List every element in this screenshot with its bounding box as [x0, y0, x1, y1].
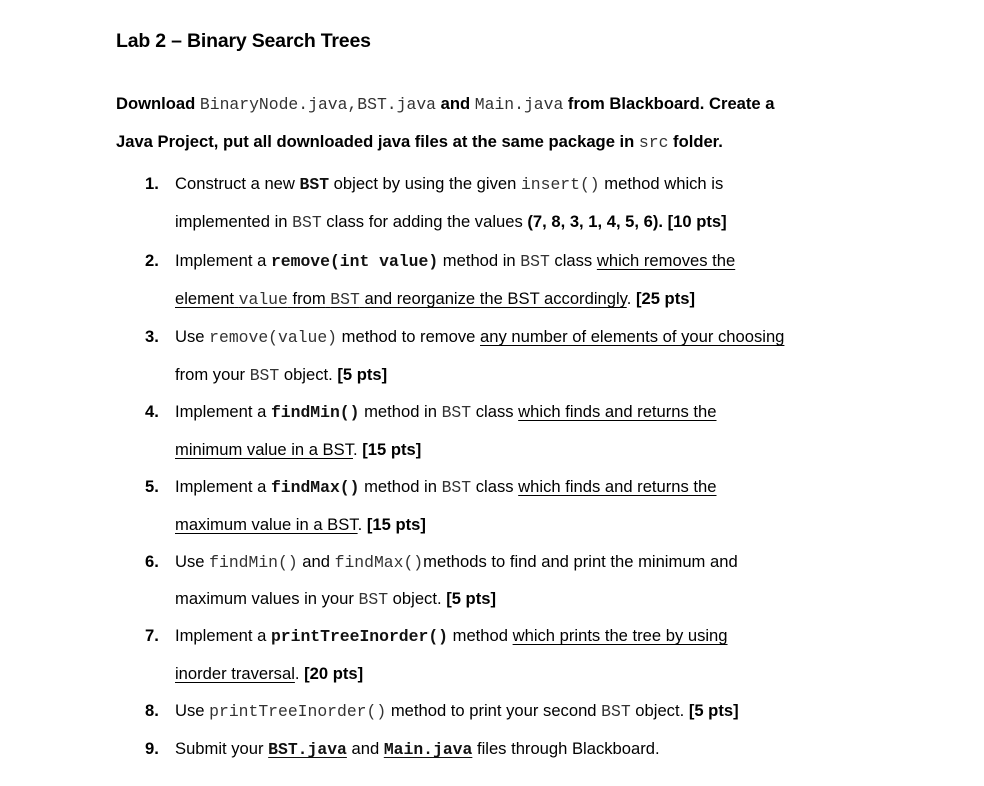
task-3-line-1 [175, 325, 784, 350]
task-2-line-1 [175, 249, 735, 274]
task-6-number: 6. [145, 552, 159, 571]
underlined-text: which finds and returns the [518, 477, 717, 496]
points-badge: [20 pts] [304, 664, 364, 683]
points-badge: [5 pts] [446, 589, 496, 608]
text: . [294, 664, 300, 683]
text: files through Blackboard. [476, 739, 660, 758]
code-bst: BST [441, 478, 472, 497]
text: method in [364, 402, 437, 421]
text: method in [364, 477, 437, 496]
task-4-line-1 [175, 400, 717, 425]
code-remove-call: remove(value) [209, 328, 338, 347]
points-badge: [10 pts] [667, 212, 727, 231]
code-bst: BST [358, 590, 389, 609]
intro-folder: folder. [673, 132, 723, 151]
src-folder-name: src [638, 133, 669, 152]
task-7-line-2 [175, 662, 363, 686]
text: object. [283, 365, 333, 384]
text: Use [175, 552, 205, 571]
text: from your [175, 365, 246, 384]
task-1-number: 1. [145, 174, 159, 193]
code-bst: BST [601, 702, 631, 721]
code-bst: BST [330, 290, 360, 309]
text: Submit your [175, 739, 264, 758]
text: Implement a [175, 251, 267, 270]
task-5-line-2 [175, 513, 426, 537]
file-main: Main.java [474, 95, 564, 114]
text: method to print your second [390, 701, 597, 720]
text: methods to find and print the minimum and [423, 552, 738, 571]
values-list: (7, 8, 3, 1, 4, 5, 6). [527, 212, 663, 231]
task-4-line-2 [175, 438, 421, 462]
points-badge: [15 pts] [366, 515, 426, 534]
code-bst-java: BST.java [268, 740, 347, 759]
text: Implement a [175, 402, 267, 421]
text: and [302, 552, 330, 571]
code-bst: BST [299, 175, 330, 194]
underlined-text: maximum value in a BST [175, 515, 358, 534]
code-printtreeinorder: printTreeInorder() [209, 702, 387, 721]
intro-download: Download [116, 94, 196, 113]
task-9-line-1 [175, 737, 660, 762]
page-title: Lab 2 – Binary Search Trees [116, 30, 371, 52]
task-9-number: 9. [145, 739, 159, 758]
code-value: value [238, 290, 288, 309]
code-bst: BST [520, 252, 550, 271]
underlined-text: minimum value in a BST [175, 440, 353, 459]
points-badge: [5 pts] [688, 701, 739, 720]
task-6-line-2 [175, 587, 496, 612]
text: Construct a new [175, 174, 295, 193]
text: from [292, 289, 326, 308]
task-3-number: 3. [145, 327, 159, 346]
text: object by using the given [333, 174, 517, 193]
text: class [475, 402, 514, 421]
points-badge: [5 pts] [337, 365, 388, 384]
text: . [626, 289, 632, 308]
task-1-line-1 [175, 172, 723, 197]
task-1-line-2 [175, 210, 727, 235]
code-main-java: Main.java [383, 740, 473, 759]
text: and reorganize the BST accordingly [364, 289, 627, 308]
text: method which is [604, 174, 724, 193]
code-printtreeinorder: printTreeInorder() [270, 627, 448, 646]
points-badge: [15 pts] [362, 440, 422, 459]
text: . [353, 440, 358, 459]
text: method to remove [341, 327, 476, 346]
text: class [554, 251, 593, 270]
text: Implement a [175, 477, 267, 496]
intro-and: and [440, 94, 471, 113]
underlined-text: inorder traversal [175, 664, 295, 683]
underlined-phrase [175, 289, 627, 308]
file-binarynode: BinaryNode.java, [199, 95, 358, 114]
code-findmax: findMax() [334, 553, 424, 572]
code-findmin: findMin() [209, 553, 298, 572]
file-bst: BST.java [357, 95, 436, 114]
intro-line-1 [116, 92, 775, 117]
text: and [351, 739, 380, 758]
task-6-line-1 [175, 550, 738, 575]
text: object. [635, 701, 685, 720]
text: method [452, 626, 508, 645]
intro-line-2 [116, 130, 723, 155]
task-5-number: 5. [145, 477, 159, 496]
text: method in [442, 251, 516, 270]
task-4-number: 4. [145, 402, 159, 421]
text: Implement a [175, 626, 267, 645]
task-7-line-1 [175, 624, 728, 649]
code-bst: BST [249, 366, 280, 385]
task-3-line-2 [175, 363, 387, 388]
text: Use [175, 327, 205, 346]
underlined-text: which finds and returns the [518, 402, 717, 421]
task-7-number: 7. [145, 626, 159, 645]
text: class [475, 477, 514, 496]
task-2-line-2 [175, 287, 695, 312]
code-findmin: findMin() [270, 403, 360, 422]
intro-project-text: Java Project, put all downloaded java files at the same package in [116, 132, 635, 151]
intro-from-blackboard: from Blackboard. Create a [567, 94, 775, 113]
underlined-text: which prints the tree by using [512, 626, 728, 645]
code-insert: insert() [520, 175, 600, 194]
code-findmax: findMax() [270, 478, 360, 497]
underlined-text: any number of elements of your choosing [480, 327, 785, 346]
code-remove-signature: remove(int value) [270, 252, 439, 271]
text: Use [175, 701, 205, 720]
underlined-text: which removes the [596, 251, 736, 270]
text: maximum values in your [175, 589, 354, 608]
task-5-line-1 [175, 475, 717, 500]
points-badge: [25 pts] [635, 289, 695, 308]
text: class for adding the values [326, 212, 523, 231]
text: implemented in [175, 212, 288, 231]
task-8-number: 8. [145, 701, 159, 720]
code-bst: BST [292, 213, 322, 232]
task-8-line-1 [175, 699, 739, 724]
text: . [357, 515, 363, 534]
code-bst: BST [441, 403, 472, 422]
text: object. [392, 589, 442, 608]
task-2-number: 2. [145, 251, 159, 270]
text: element [175, 289, 235, 308]
